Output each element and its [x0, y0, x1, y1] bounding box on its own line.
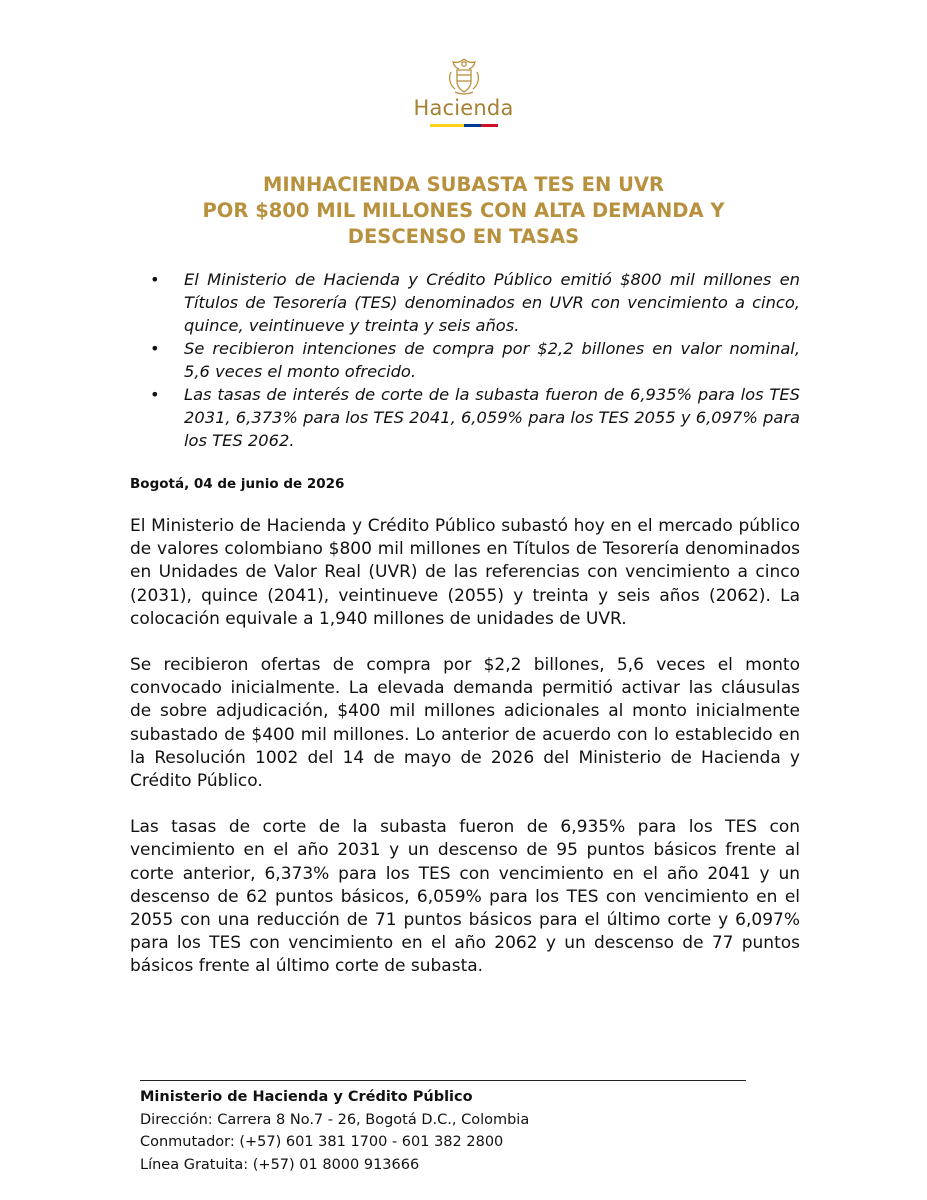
footer-divider — [140, 1080, 746, 1081]
footer-phone: Conmutador: (+57) 601 381 1700 - 601 382 2800 — [140, 1134, 504, 1150]
article-body — [130, 515, 800, 1002]
headline-line: POR $800 MIL MILLONES CON ALTA DEMANDA Y — [202, 199, 725, 222]
brand-name: Hacienda — [413, 96, 514, 120]
headline-line: DESCENSO EN TASAS — [347, 225, 580, 248]
footer-toll-free: Línea Gratuita: (+57) 01 8000 913666 — [140, 1156, 420, 1173]
footer-org: Ministerio de Hacienda y Crédito Público — [140, 1089, 473, 1105]
summary-bullets — [150, 268, 800, 452]
footer-address: Dirección: Carrera 8 No.7 - 26, Bogotá D.C., Colombia — [140, 1111, 530, 1128]
body-paragraph: Las tasas de corte de la subasta fueron de 6,935% para los TES con vencimiento en el año 2031 y un descenso de 95 puntos básicos frente al corte anterior, 6,373% para los TES con vencimiento en el año 2041 y un descenso de 62 puntos básicos, 6,059% para los TES con vencimiento en el 2055 con una reducción de 71 puntos básicos para el último corte y 6,097% para los TES con vencimiento en el año 2062 y un descenso de 77 puntos básicos frente al último corte de subasta. — [130, 817, 800, 977]
flag-blue — [464, 124, 481, 127]
footer — [140, 1086, 529, 1176]
summary-bullet: • Las tasas de interés de corte de la subasta fueron de 6,935% para los TES 2031, 6,373% para los TES 2041, 6,059% para los TES 2055 y 6,097% para los TES 2062. — [150, 383, 800, 452]
coat-of-arms-icon — [444, 56, 484, 96]
flag-stripe — [0, 124, 927, 127]
flag-red — [481, 124, 498, 127]
flag-yellow — [430, 124, 464, 127]
headline — [0, 172, 927, 250]
summary-bullet: • Se recibieron intenciones de compra por $2,2 billones en valor nominal, 5,6 veces el monto ofrecido. — [150, 337, 800, 383]
hacienda-logo — [0, 56, 927, 127]
dateline: Bogotá, 04 de junio de 2026 — [130, 476, 345, 492]
body-paragraph: El Ministerio de Hacienda y Crédito Público subastó hoy en el mercado público de valores colombiano $800 mil millones en Títulos de Tesorería denominados en Unidades de Valor Real (UVR) de las referencias con vencimiento a cinco (2031), quince (2041), veintinueve (2055) y treinta y seis años (2062). La colocación equivale a 1,940 millones de unidades de UVR. — [130, 516, 800, 629]
body-paragraph: Se recibieron ofertas de compra por $2,2 billones, 5,6 veces el monto convocado inicialmente. La elevada demanda permitió activar las cláusulas de sobre adjudicación, $400 mil millones adicionales al monto inicialmente subastado de $400 mil millones. Lo anterior de acuerdo con lo establecido en la Resolución 1002 del 14 de mayo de 2026 del Ministerio de Hacienda y Crédito Público. — [130, 655, 800, 792]
headline-line: MINHACIENDA SUBASTA TES EN UVR — [262, 173, 665, 196]
summary-bullet: • El Ministerio de Hacienda y Crédito Público emitió $800 mil millones en Títulos de Tesorería (TES) denominados en UVR con vencimiento a cinco, quince, veintinueve y treinta y seis años. — [150, 268, 800, 337]
